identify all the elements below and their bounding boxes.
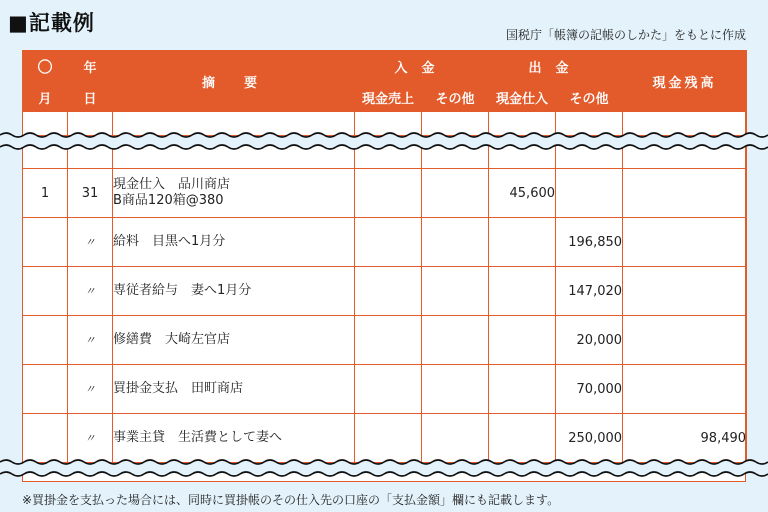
page-title: ■記載例 (8, 11, 95, 35)
table-row (23, 365, 747, 414)
cell-cash-purchase: 45,600 (489, 169, 556, 218)
header-circle: 〇 (23, 51, 68, 83)
cell-description: 事業主貸 生活費として妻へ (113, 414, 355, 463)
table-row (23, 267, 747, 316)
header-cash-sales: 現金売上 (355, 83, 422, 112)
cell-outgo-other: 147,020 (556, 267, 623, 316)
cell-cash-sales (355, 169, 422, 218)
cell-cash-sales (355, 414, 422, 463)
cell-income-other (422, 316, 489, 365)
cell-cash-sales (355, 218, 422, 267)
cell-income-other (422, 365, 489, 414)
header-income: 入金 (355, 51, 489, 83)
cell-balance (623, 316, 747, 365)
header-cash-purchase: 現金仕入 (489, 83, 556, 112)
cell-income-other (422, 414, 489, 463)
cell-cash-sales (355, 316, 422, 365)
cell-cash-sales (355, 267, 422, 316)
cell-cash-purchase (489, 365, 556, 414)
cell-balance (623, 365, 747, 414)
cell-day: 31 (68, 169, 113, 218)
header-balance: 現金残高 (623, 51, 747, 112)
cell-balance (623, 169, 747, 218)
cell-cash-purchase (489, 316, 556, 365)
cell-outgo-other: 70,000 (556, 365, 623, 414)
header-day: 日 (68, 83, 113, 112)
cell-day: 〃 (68, 365, 113, 414)
cell-day: 〃 (68, 316, 113, 365)
bottom-wave-break (0, 457, 768, 479)
cell-description: 買掛金支払 田町商店 (113, 365, 355, 414)
cell-cash-purchase (489, 414, 556, 463)
header-outgo-other: その他 (556, 83, 623, 112)
cell-description: 修繕費 大崎左官店 (113, 316, 355, 365)
table-row (23, 169, 747, 218)
cell-cash-purchase (489, 218, 556, 267)
cell-cash-purchase (489, 267, 556, 316)
cell-month (23, 316, 68, 365)
header-description: 摘 要 (113, 51, 355, 112)
table-row (23, 414, 747, 463)
cell-month (23, 218, 68, 267)
description-line: 現金仕入 品川商店 (113, 177, 231, 192)
cell-outgo-other (556, 169, 623, 218)
header-income-other: その他 (422, 83, 489, 112)
cell-balance (623, 218, 747, 267)
cell-day: 〃 (68, 218, 113, 267)
footnote: ※買掛金を支払った場合には、同時に買掛帳のその仕入先の口座の「支払金額」欄にも記載します。 (22, 493, 560, 507)
cell-income-other (422, 218, 489, 267)
cell-cash-sales (355, 365, 422, 414)
cell-month (23, 267, 68, 316)
cell-month (23, 365, 68, 414)
cell-month: 1 (23, 169, 68, 218)
cell-outgo-other: 250,000 (556, 414, 623, 463)
cell-balance (623, 267, 747, 316)
cell-outgo-other: 20,000 (556, 316, 623, 365)
table-row (23, 218, 747, 267)
header-month: 月 (23, 83, 68, 112)
header-outgo: 出金 (489, 51, 623, 83)
cell-income-other (422, 267, 489, 316)
cell-description (113, 169, 355, 218)
cell-month (23, 414, 68, 463)
ledger-table (22, 50, 747, 463)
cell-description: 給料 目黒へ1月分 (113, 218, 355, 267)
cell-outgo-other: 196,850 (556, 218, 623, 267)
cell-day: 〃 (68, 267, 113, 316)
source-caption: 国税庁「帳簿の記帳のしかた」をもとに作成 (505, 28, 746, 42)
header-year: 年 (68, 51, 113, 83)
cell-day: 〃 (68, 414, 113, 463)
table-row (23, 316, 747, 365)
cell-balance: 98,490 (623, 414, 747, 463)
description-line: B商品120箱@380 (113, 193, 224, 208)
cell-description: 専従者給与 妻へ1月分 (113, 267, 355, 316)
cell-income-other (422, 169, 489, 218)
top-wave-break (0, 130, 768, 152)
